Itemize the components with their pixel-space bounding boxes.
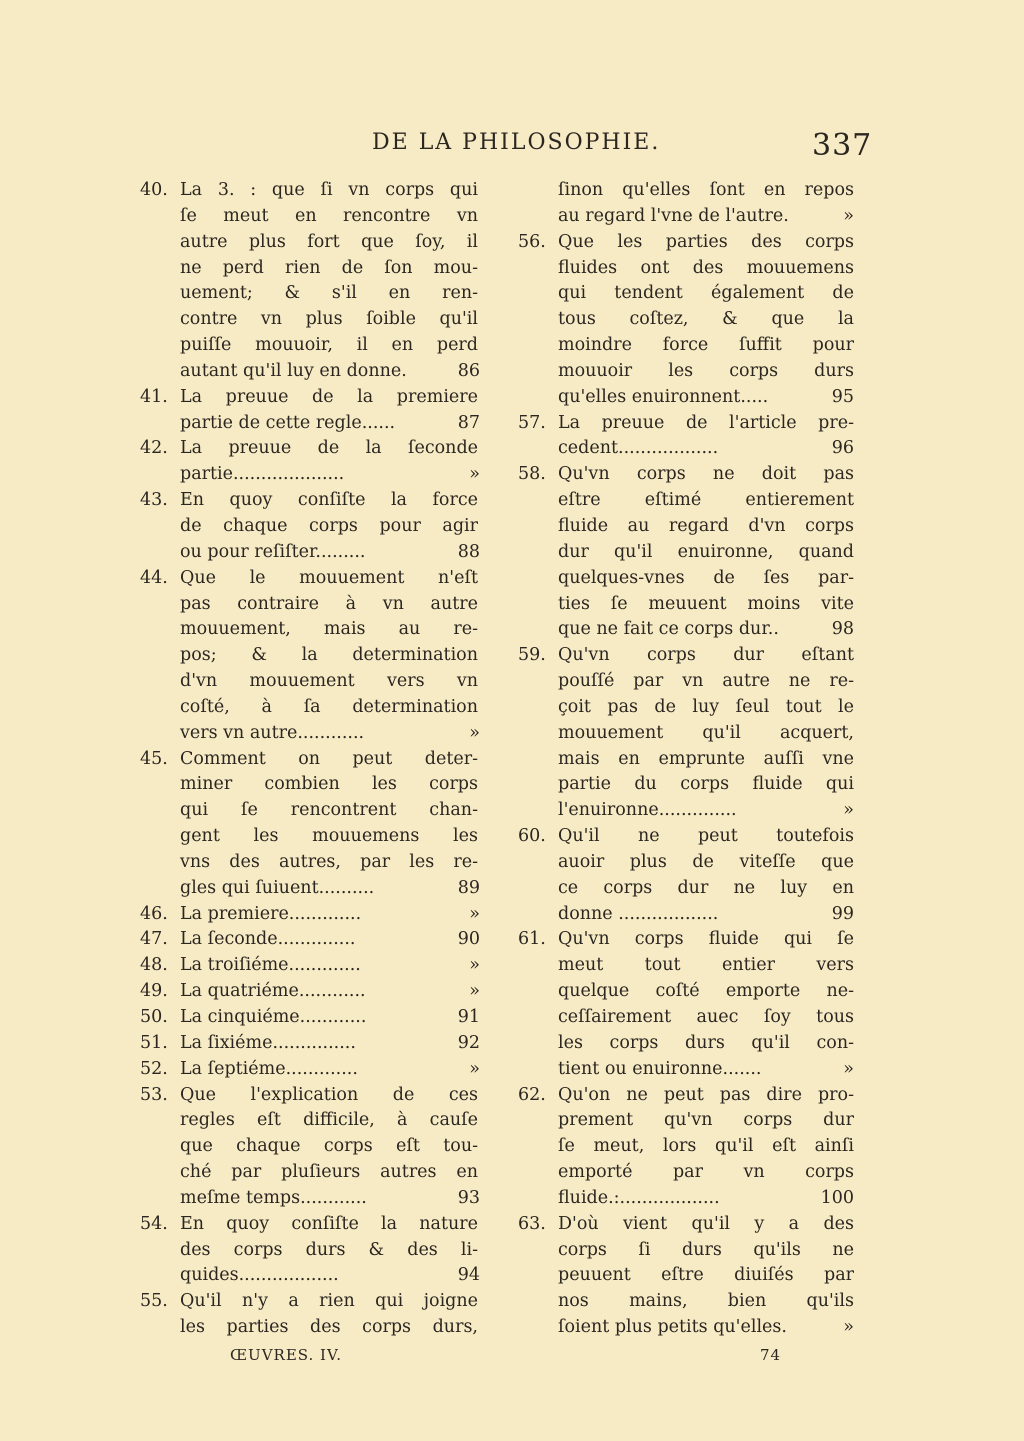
entry-text: ce corps dur ne luy en — [558, 877, 854, 898]
entry-text: d'vn mouuement vers vn — [180, 671, 478, 692]
entry-page-ref: 93 — [457, 1187, 480, 1208]
toc-line — [140, 1031, 485, 1057]
toc-line — [140, 514, 485, 540]
entry-text: pouſſé par vn autre ne re- — [558, 671, 854, 692]
toc-line — [140, 230, 485, 256]
entry-page-ref: 96 — [831, 438, 854, 459]
toc-line — [140, 1212, 485, 1238]
entry-text: que chaque corps eſt tou- — [180, 1136, 478, 1157]
toc-line — [140, 1134, 485, 1160]
toc-line — [140, 488, 485, 514]
article-number: 59. — [518, 645, 546, 666]
toc-line — [140, 643, 485, 669]
entry-text: fluides ont des mouuemens — [558, 257, 854, 278]
toc-line — [518, 540, 858, 566]
entry-text: La preuue de la ſeconde — [180, 438, 478, 459]
entry-text: les parties des corps durs, — [180, 1317, 478, 1338]
entry-text: au regard l'vne de l'autre. — [558, 205, 789, 226]
toc-line — [140, 979, 485, 1005]
entry-page-ref: 100 — [820, 1187, 854, 1208]
article-number: 40. — [140, 180, 168, 200]
entry-page-ref: 88 — [457, 541, 480, 562]
entry-text: Que les parties des corps — [558, 231, 854, 252]
entry-page-ref: » — [469, 1058, 480, 1079]
toc-line — [140, 1263, 485, 1289]
page-header — [0, 128, 1024, 168]
entry-text: La troiſiéme............. — [180, 955, 361, 976]
toc-line — [140, 669, 485, 695]
entry-text: autant qu'il luy en donne. — [180, 360, 407, 381]
entry-page-ref: 92 — [457, 1032, 480, 1053]
toc-line — [140, 1186, 485, 1212]
toc-line — [518, 1005, 858, 1031]
toc-line — [518, 1031, 858, 1057]
entry-text: fluide.:.................. — [558, 1187, 720, 1208]
entry-text: partie.................... — [180, 464, 345, 485]
toc-line — [140, 824, 485, 850]
toc-line — [140, 178, 485, 204]
entry-text: dur qu'il enuironne, quand — [558, 541, 854, 562]
entry-page-ref: 95 — [831, 386, 854, 407]
toc-line — [518, 1108, 858, 1134]
entry-text: ceſſairement auec ſoy tous — [558, 1007, 854, 1027]
toc-line — [140, 385, 485, 411]
entry-text: ſe meut, lors qu'il eſt ainſi — [558, 1136, 854, 1157]
toc-line — [518, 566, 858, 592]
right-column — [518, 178, 858, 1341]
entry-text: auoir plus de viteſſe que — [558, 851, 854, 872]
entry-text: l'enuironne.............. — [558, 800, 737, 821]
article-number: 50. — [140, 1007, 168, 1027]
toc-line — [140, 747, 485, 773]
toc-line — [140, 1057, 485, 1083]
toc-line — [518, 1186, 858, 1212]
entry-text: La ſeptiéme............. — [180, 1058, 358, 1079]
entry-text: gent les mouuemens les — [180, 826, 478, 847]
entry-page-ref: » — [843, 1058, 854, 1079]
toc-line — [140, 256, 485, 282]
toc-line — [140, 1238, 485, 1264]
entry-page-ref: 91 — [457, 1007, 480, 1027]
entry-text: mais en emprunte auſſi vne — [558, 748, 854, 769]
article-number: 54. — [140, 1213, 168, 1234]
article-number: 51. — [140, 1032, 168, 1053]
entry-text: contre vn plus ſoible qu'il — [180, 309, 478, 330]
toc-line — [518, 488, 858, 514]
entry-text: Comment on peut deter- — [180, 748, 478, 769]
entry-page-ref: » — [469, 722, 480, 743]
entry-text: donne .................. — [558, 903, 719, 924]
toc-line — [140, 850, 485, 876]
entry-text: En quoy conſiſte la nature — [180, 1213, 478, 1234]
entry-text: Que le mouuement n'eſt — [180, 567, 478, 588]
article-number: 45. — [140, 748, 168, 769]
entry-text: qui ſe rencontrent chan- — [180, 800, 478, 821]
toc-line — [518, 643, 858, 669]
entry-page-ref: 86 — [457, 360, 480, 381]
entry-text: cedent.................. — [558, 438, 719, 459]
entry-page-ref: 98 — [831, 619, 854, 640]
toc-line — [518, 721, 858, 747]
toc-line — [518, 462, 858, 488]
entry-text: gles qui ſuiuent.......... — [180, 877, 375, 898]
toc-line — [518, 1083, 858, 1109]
entry-text: eſtre eſtimé entierement — [558, 490, 854, 511]
toc-line — [140, 876, 485, 902]
article-number: 41. — [140, 386, 168, 407]
toc-line — [140, 411, 485, 437]
entry-text: des corps durs & des li- — [180, 1239, 478, 1260]
entry-text: mouuement, mais au re- — [180, 619, 478, 640]
toc-line — [518, 281, 858, 307]
toc-line — [518, 1238, 858, 1264]
article-number: 47. — [140, 929, 168, 950]
entry-page-ref: » — [469, 955, 480, 976]
toc-line — [140, 902, 485, 928]
toc-line — [518, 798, 858, 824]
article-number: 46. — [140, 903, 168, 924]
entry-text: Que l'explication de ces — [180, 1084, 478, 1105]
entry-text: de chaque corps pour agir — [180, 515, 478, 536]
entry-text: Qu'il ne peut toutefois — [558, 826, 854, 847]
toc-line — [140, 592, 485, 618]
toc-line — [140, 540, 485, 566]
entry-text: Qu'vn corps ne doit pas — [558, 464, 854, 485]
entry-text: moindre force ſuffit pour — [558, 335, 854, 356]
entry-text: nos mains, bien qu'ils — [558, 1291, 854, 1312]
entry-text: meſme temps............ — [180, 1187, 367, 1208]
entry-text: corps ſi durs qu'ils ne — [558, 1239, 854, 1260]
toc-line — [140, 1289, 485, 1315]
entry-text: Qu'il n'y a rien qui joigne — [180, 1291, 478, 1312]
entry-text: En quoy conſiſte la force — [180, 490, 478, 511]
entry-text: La preuue de l'article pre- — [558, 412, 854, 433]
entry-page-ref: 99 — [831, 903, 854, 924]
toc-line — [518, 1160, 858, 1186]
toc-line — [518, 695, 858, 721]
article-number: 43. — [140, 490, 168, 511]
toc-line — [518, 1134, 858, 1160]
entry-page-ref: » — [843, 800, 854, 821]
article-number: 49. — [140, 981, 168, 1002]
article-number: 63. — [518, 1213, 546, 1234]
footer-signature-left: ŒUVRES. IV. — [230, 1346, 342, 1364]
toc-line — [140, 953, 485, 979]
entry-text: ties ſe meuuent moins vite — [558, 593, 854, 614]
toc-line — [518, 617, 858, 643]
entry-text: ché par pluſieurs autres en — [180, 1162, 478, 1183]
toc-line — [518, 359, 858, 385]
toc-line — [518, 850, 858, 876]
toc-line — [518, 1289, 858, 1315]
toc-line — [518, 979, 858, 1005]
entry-text: mouuement qu'il acquert, — [558, 722, 854, 743]
toc-line — [140, 566, 485, 592]
toc-line — [518, 514, 858, 540]
toc-line — [140, 462, 485, 488]
toc-line — [518, 1057, 858, 1083]
toc-line — [140, 617, 485, 643]
article-number: 58. — [518, 464, 546, 485]
entry-page-ref: 94 — [457, 1265, 480, 1286]
entry-page-ref: 89 — [457, 877, 480, 898]
toc-line — [518, 824, 858, 850]
article-number: 56. — [518, 231, 546, 252]
entry-text: emporté par vn corps — [558, 1162, 854, 1183]
entry-text: les corps durs qu'il con- — [558, 1032, 854, 1053]
entry-text: pos; & la determination — [180, 645, 478, 666]
entry-text: Qu'vn corps fluide qui ſe — [558, 929, 854, 950]
entry-text: La premiere............. — [180, 903, 362, 924]
article-number: 53. — [140, 1084, 168, 1105]
toc-line — [518, 1315, 858, 1341]
entry-text: La cinquiéme............ — [180, 1007, 367, 1027]
toc-line — [518, 307, 858, 333]
entry-text: ſe meut en rencontre vn — [180, 205, 478, 226]
entry-text: mouuoir les corps durs — [558, 360, 854, 381]
entry-text: autre plus fort que ſoy, il — [180, 231, 478, 252]
toc-line — [140, 721, 485, 747]
entry-text: qu'elles enuironnent..... — [558, 386, 769, 407]
entry-text: regles eſt difficile, à cauſe — [180, 1110, 478, 1131]
entry-text: miner combien les corps — [180, 774, 478, 795]
article-number: 44. — [140, 567, 168, 588]
toc-line — [140, 307, 485, 333]
entry-text: quelque coſté emporte ne- — [558, 981, 854, 1002]
entry-text: quides.................. — [180, 1265, 339, 1286]
footer-signature-right: 74 — [760, 1346, 782, 1364]
entry-text: D'où vient qu'il y a des — [558, 1213, 854, 1234]
toc-line — [518, 178, 858, 204]
toc-line — [518, 1212, 858, 1238]
toc-line — [518, 1263, 858, 1289]
entry-text: ou pour reſiſter......... — [180, 541, 366, 562]
article-number: 62. — [518, 1084, 546, 1105]
entry-page-ref: » — [843, 205, 854, 226]
entry-text: que ne fait ce corps dur.. — [558, 619, 779, 640]
article-number: 55. — [140, 1291, 168, 1312]
entry-text: peuuent eſtre diuiſés par — [558, 1265, 854, 1286]
entry-text: La ſeconde.............. — [180, 929, 356, 950]
article-number: 42. — [140, 438, 168, 459]
toc-line — [140, 436, 485, 462]
entry-page-ref: » — [843, 1317, 854, 1338]
running-title: DE LA PHILOSOPHIE. — [372, 130, 661, 155]
toc-line — [140, 281, 485, 307]
entry-text: vers vn autre............ — [180, 722, 365, 743]
entry-text: puiſſe mouuoir, il en perd — [180, 335, 478, 356]
toc-line — [518, 953, 858, 979]
entry-page-ref: » — [469, 903, 480, 924]
entry-text: La ſixiéme............... — [180, 1032, 356, 1053]
page-number: 337 — [812, 128, 873, 163]
toc-line — [140, 798, 485, 824]
toc-line — [140, 359, 485, 385]
toc-line — [140, 772, 485, 798]
entry-text: Qu'on ne peut pas dire pro- — [558, 1084, 854, 1105]
entry-text: Qu'vn corps dur eſtant — [558, 645, 854, 666]
entry-text: La quatriéme............ — [180, 981, 366, 1002]
article-number: 61. — [518, 929, 546, 950]
article-number: 57. — [518, 412, 546, 433]
entry-text: tient ou enuironne....... — [558, 1058, 762, 1079]
entry-page-ref: 90 — [457, 929, 480, 950]
entry-text: ſinon qu'elles ſont en repos — [558, 180, 854, 200]
toc-line — [518, 669, 858, 695]
toc-line — [518, 204, 858, 230]
entry-text: pas contraire à vn autre — [180, 593, 478, 614]
entry-text: La 3. : que ſi vn corps qui — [180, 180, 478, 200]
toc-line — [518, 230, 858, 256]
toc-line — [140, 1083, 485, 1109]
entry-text: partie de cette regle...... — [180, 412, 396, 433]
toc-line — [140, 927, 485, 953]
entry-text: prement qu'vn corps dur — [558, 1110, 854, 1131]
entry-text: qui tendent également de — [558, 283, 854, 304]
toc-line — [518, 411, 858, 437]
toc-line — [518, 902, 858, 928]
toc-line — [518, 927, 858, 953]
entry-text: meut tout entier vers — [558, 955, 854, 976]
entry-text: çoit pas de luy ſeul tout le — [558, 696, 854, 717]
toc-line — [518, 385, 858, 411]
entry-text: uement; & s'il en ren- — [180, 283, 478, 304]
article-number: 60. — [518, 826, 546, 847]
entry-page-ref: 87 — [457, 412, 480, 433]
entry-text: vns des autres, par les re- — [180, 851, 478, 872]
entry-text: quelques-vnes de ſes par- — [558, 567, 854, 588]
entry-text: partie du corps fluide qui — [558, 774, 854, 795]
entry-text: coſté, à ſa determination — [180, 696, 478, 717]
entry-text: tous coſtez, & que la — [558, 309, 854, 330]
entry-text: ſoient plus petits qu'elles. — [558, 1317, 787, 1338]
toc-line — [518, 256, 858, 282]
article-number: 48. — [140, 955, 168, 976]
toc-line — [518, 747, 858, 773]
toc-line — [140, 1160, 485, 1186]
entry-page-ref: » — [469, 981, 480, 1002]
toc-line — [140, 1315, 485, 1341]
toc-line — [518, 436, 858, 462]
entry-text: ne perd rien de ſon mou- — [180, 257, 478, 278]
toc-line — [140, 1108, 485, 1134]
entry-text: La preuue de la premiere — [180, 386, 478, 407]
toc-line — [140, 1005, 485, 1031]
toc-line — [140, 204, 485, 230]
toc-line — [518, 772, 858, 798]
toc-line — [518, 333, 858, 359]
entry-text: fluide au regard d'vn corps — [558, 515, 854, 536]
entry-page-ref: » — [469, 464, 480, 485]
toc-line — [518, 592, 858, 618]
toc-line — [140, 333, 485, 359]
toc-line — [140, 695, 485, 721]
article-number: 52. — [140, 1058, 168, 1079]
left-column — [140, 178, 485, 1341]
toc-line — [518, 876, 858, 902]
